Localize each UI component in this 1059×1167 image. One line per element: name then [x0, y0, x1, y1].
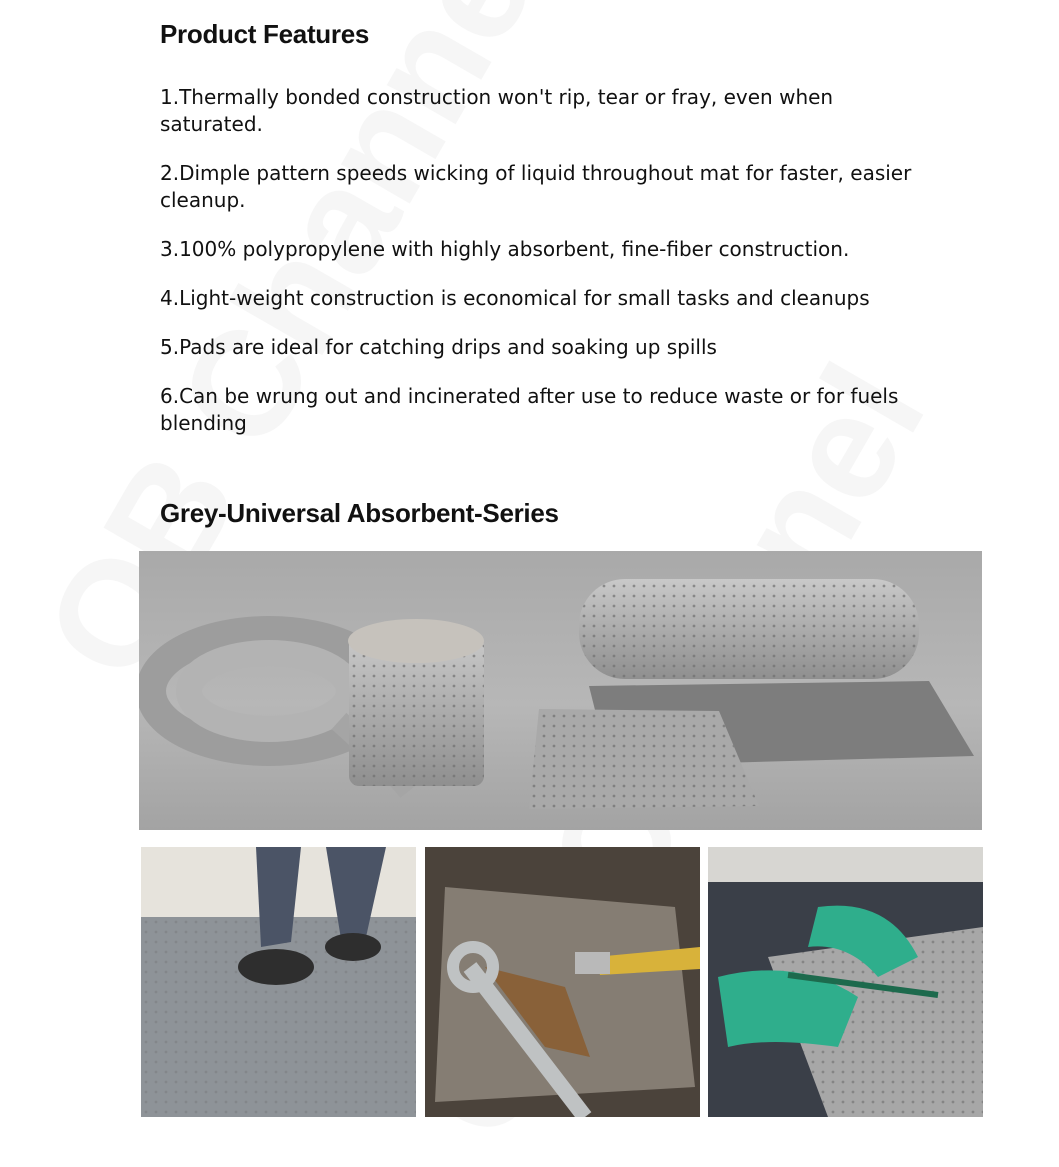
- photo-wrench-on-pillow: [425, 847, 700, 1117]
- feature-item: 1.Thermally bonded construction won't rip, tear or fray, even when saturated.: [160, 85, 834, 136]
- absorbent-products-illustration: [139, 551, 982, 830]
- feature-item: 2.Dimple pattern speeds wicking of liquid throughout mat for faster, easier cleanup.: [160, 161, 912, 212]
- feature-item: 3.100% polypropylene with highly absorbent, fine-fiber construction.: [160, 237, 850, 261]
- section-heading: Grey-Universal Absorbent-Series: [160, 498, 559, 528]
- product-hero-image: [139, 551, 982, 830]
- photo-worker-standing-on-mat: [141, 847, 416, 1117]
- feature-item: 5.Pads are ideal for catching drips and soaking up spills: [160, 335, 717, 359]
- absorbent-small-roll: [348, 619, 484, 786]
- feature-item: 4.Light-weight construction is economical for small tasks and cleanups: [160, 286, 870, 310]
- page-title: Product Features: [160, 19, 370, 49]
- features-block: [160, 18, 920, 435]
- photo-gloved-hands-wiping: [708, 847, 983, 1117]
- feature-item: 6.Can be wrung out and incinerated after use to reduce waste or for fuels blending: [160, 384, 899, 435]
- feature-list: [160, 84, 920, 459]
